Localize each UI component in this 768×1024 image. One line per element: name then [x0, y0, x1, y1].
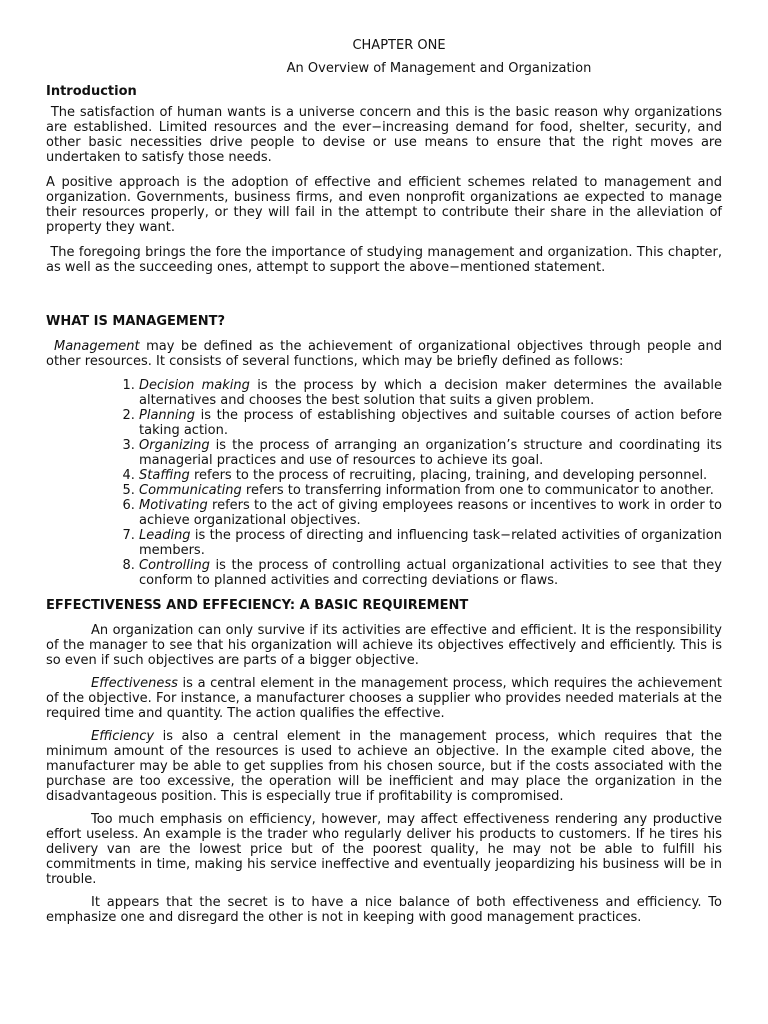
item-term: Decision making: [139, 378, 250, 393]
chapter-title: An Overview of Management and Organization: [286, 61, 592, 76]
effectiveness-text: is a central element in the management process, which requires the achievement of the objective. For instance, a manufacturer chooses a supplier who provides needed materials at the required time and quantity. The action qualifies the effective.: [46, 676, 722, 721]
efficiency-text: is also a central element in the management process, which requires that the minimum amount of the resources is used to achieve an objective. In the example cited above, the manufacturer may be able to get supplies from his chosen source, but if the costs associated with the purchase are too excessive, the operation will be inefficient and may place the organization in the disadvantageous position. This is especially true if profitability is compromised.: [46, 729, 722, 804]
management-intro-text: may be defined as the achievement of organizational objectives through people and other resources. It consists of several functions, which may be briefly defined as follows:: [46, 339, 722, 369]
list-item: [139, 378, 722, 408]
item-term: Leading: [139, 528, 191, 543]
intro-paragraph-1: The satisfaction of human wants is a universe concern and this is the basic reason why organizations are established. Limited resources and the ever−increasing demand for food, shelter, security, and other basic necessities drive people to devise or use means to ensure that the right moves are undertaken to satisfy those needs.: [46, 105, 727, 165]
item-term: Planning: [139, 408, 195, 423]
effectiveness-paragraph-2: [46, 676, 722, 721]
item-text: refers to the process of recruiting, placing, training, and developing personnel.: [189, 468, 708, 483]
efficiency-paragraph: [46, 729, 722, 804]
list-item: [139, 483, 722, 498]
list-item: [139, 558, 722, 588]
effectiveness-paragraph-4: Too much emphasis on efficiency, however, may affect effectiveness rendering any productive effort useless. An example is the trader who regularly deliver his products to customers. If he tires his delivery van are the lowest price but of the poorest quality, he may not be able to fulfill his commitments in time, making his service ineffective and eventually jeopardizing his business will be in trouble.: [46, 812, 722, 887]
effectiveness-paragraph-5: It appears that the secret is to have a nice balance of both effectiveness and efficiency. To emphasize one and disregard the other is not in keeping with good management practices.: [46, 895, 722, 925]
management-heading: WHAT IS MANAGEMENT?: [46, 314, 225, 329]
item-term: Organizing: [139, 438, 210, 453]
item-term: Communicating: [139, 483, 242, 498]
item-term: Staffing: [139, 468, 190, 483]
intro-paragraph-3: The foregoing brings the fore the importance of studying management and organization. This chapter, as well as the succeeding ones, attempt to support the above−mentioned statement.: [46, 245, 727, 275]
introduction-heading: Introduction: [46, 84, 137, 99]
item-text: is the process of controlling actual organizational activities to see that they conform to planned activities and correcting deviations or flaws.: [139, 558, 722, 588]
item-text: refers to transferring information from one to communicator to another.: [241, 483, 714, 498]
intro-paragraph-2: A positive approach is the adoption of effective and efficient schemes related to management and organization. Governments, business firms, and even nonprofit organizations ae expected to manage their resources properly, or they will fail in the attempt to contribute their share in the alleviation of property they want.: [46, 175, 722, 235]
effectiveness-term: Effectiveness: [91, 676, 178, 691]
item-text: is the process of arranging an organization’s structure and coordinating its managerial practices and use of resources to achieve its goal.: [139, 438, 722, 468]
chapter-label: CHAPTER ONE: [352, 38, 446, 53]
list-item: [139, 528, 722, 558]
effectiveness-heading: EFFECTIVENESS AND EFFECIENCY: A BASIC REQUIREMENT: [46, 598, 469, 613]
item-term: Controlling: [139, 558, 210, 573]
list-item: [139, 498, 722, 528]
efficiency-term: Efficiency: [91, 729, 155, 744]
management-term: Management: [54, 339, 140, 354]
list-item: [139, 408, 722, 438]
item-text: is the process of establishing objectives and suitable courses of action before taking action.: [139, 408, 722, 438]
effectiveness-paragraph-1: An organization can only survive if its activities are effective and efficient. It is the responsibility of the manager to see that his organization will achieve its objectives effectively and efficiently. This is so even if such objectives are parts of a bigger objective.: [46, 623, 722, 668]
list-item: [139, 468, 722, 483]
item-term: Motivating: [139, 498, 208, 513]
management-intro: [46, 339, 722, 369]
item-text: is the process by which a decision maker determines the available alternatives and chooses the best solution that suits a given problem.: [139, 378, 722, 408]
item-text: is the process of directing and influencing task−related activities of organization members.: [139, 528, 722, 558]
item-text: refers to the act of giving employees reasons or incentives to work in order to achieve organizational objectives.: [139, 498, 722, 528]
list-item: [139, 438, 722, 468]
management-functions-list: [46, 378, 722, 588]
